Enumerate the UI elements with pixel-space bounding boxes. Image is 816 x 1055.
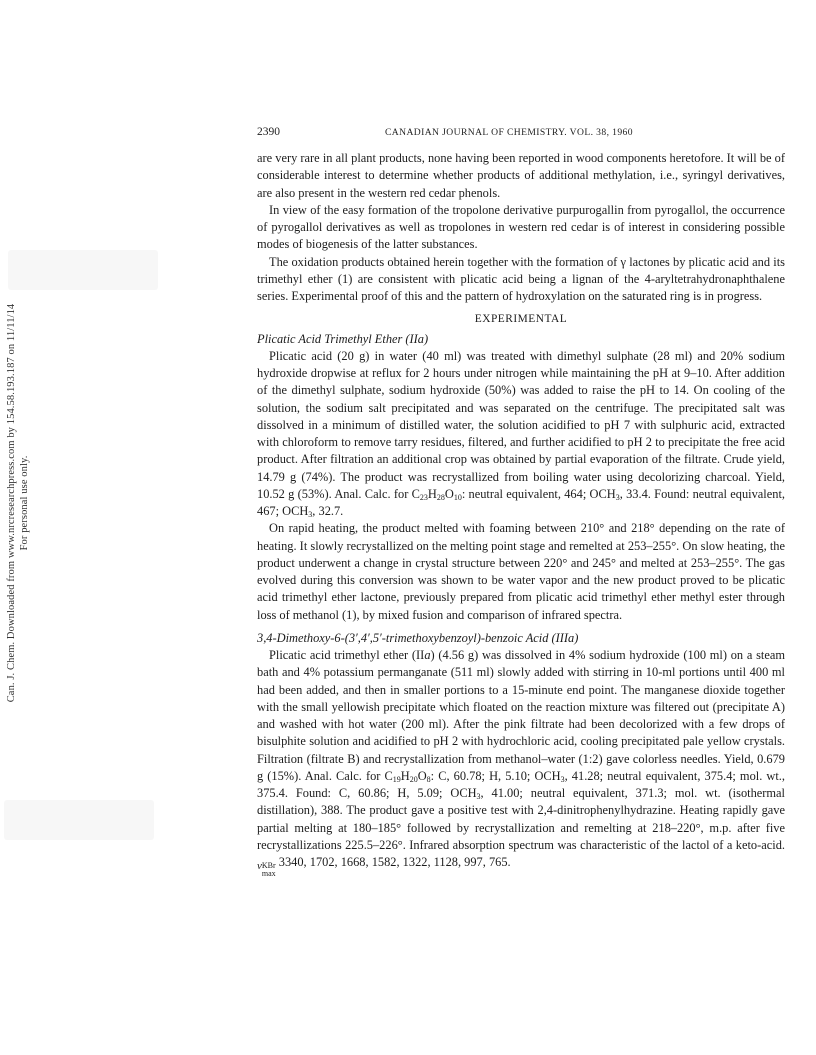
paragraph: Plicatic acid trimethyl ether (IIa) (4.56 g) was dissolved in 4% sodium hydroxide (100 ml) on a steam bath and 4% potassium permanganate (511 ml) slowly added with stirring in 10-ml portions until 400 ml had been added, and then in smaller portions to a 15-minute end point. The manganese dioxide together with the small yellowish precipitate which floated on the reaction mixture was filtered out (precipitate A) and washed with hot water (200 ml). After the pink filtrate had been decolorized with a few drops of bisulphite solution and acidified to pH 2 with hydrochloric acid, cooling precipitated pale yellow crystals. Filtration (filtrate B) and recrystallization from methanol–water (1:2) gave colorless needles. Yield, 0.679 g (15%). Anal. Calc. for $C_{19}H_{20}O_8$: C, 60.78; H, 5.10; $OCH_3$, 41.28; neutral equivalent, 375.4; mol. wt., 375.4. Found: C, 60.86; H, 5.09; $OCH_3$, 41.00; neutral equivalent, 371.3; mol. wt. (isothermal distillation), 388. The product gave a positive test with 2,4-dinitrophenylhydrazine. Heating rapidly gave partial melting at 180–185° followed by recrystallization and remelting at 218–220°, m.p. after five recrystallizations 225.5–226°. Infrared absorption spectrum was characteristic of the lactol of a keto-acid. ν KBr max 3340, 1702, 1668, 1582, 1322, 1128, 997, 765. xyxy=(257,648,785,878)
subsection-heading: 3,4-Dimethoxy-6-(3′,4′,5′-trimethoxybenzoyl)-benzoic Acid (IIIa) xyxy=(257,630,579,645)
personal-use-notice: For personal use only. xyxy=(19,455,30,551)
scan-smudge xyxy=(4,800,154,840)
download-watermark xyxy=(5,243,31,763)
paragraph: Plicatic acid (20 g) in water (40 ml) was treated with dimethyl sulphate (28 ml) and 20% sodium hydroxide dropwise at reflux for 2 hours under nitrogen while maintaining the pH at 9–10. After addition of the dimethyl sulphate, sodium hydroxide (50%) was added to raise the pH to 14. On cooling of the solution, the sodium salt precipitated and was separated on the centrifuge. The precipitated salt was dissolved in a minimum of distilled water, the solution acidified to pH 7 with sulphuric acid, extracted with chloroform to remove tarry residues, filtered, and further acidified to pH 2 to precipitate the free acid product. After filtration an additional crop was obtained by partial evaporation of the filtrate. Crude yield, 14.79 g (74%). The product was recrystallized from boiling water using decolorizing charcoal. Yield, 10.52 g (53%). Anal. Calc. for $C_{23}H_{28}O_{10}$: neutral equivalent, 464; $OCH_3$, 33.4. Found: neutral equivalent, 467; $OCH_3$, 32.7. xyxy=(257,348,785,519)
paragraph: In view of the easy formation of the tropolone derivative purpurogallin from pyrogallol, the occurrence of pyrogallol derivatives as well as tropolones in western red cedar is of interest in considering possible modes of biogenesis of the latter substances. xyxy=(257,202,785,252)
ir-notation: ν KBr max xyxy=(257,860,276,878)
paragraph: are very rare in all plant products, none having been reported in wood components heretofore. It will be of considerable interest to determine whether products of additional methylation, i.e., syringyl derivatives, are also present in the western red cedar phenols. xyxy=(257,151,785,200)
subsection-heading: Plicatic Acid Trimethyl Ether (IIa) xyxy=(257,331,429,346)
page-number: 2390 xyxy=(257,126,280,138)
section-title: EXPERIMENTAL xyxy=(474,313,568,326)
running-header xyxy=(257,126,785,142)
article-body xyxy=(257,150,785,878)
paragraph: On rapid heating, the product melted with foaming between 210° and 218° depending on the rate of heating. It slowly recrystallized on the melting point stage and remelted at 253–255°. On slow heating, the product underwent a change in crystal structure between 220° and 245° and melted at 253–255°. The gas evolved during this conversion was shown to be water vapor and the new product proved to be plicatic acid trimethyl ether lactone, previously prepared from plicatic acid trimethyl ether methyl ester through loss of methanol (1), by mixed fusion and comparison of infrared spectra. xyxy=(257,521,785,622)
journal-title: CANADIAN JOURNAL OF CHEMISTRY. VOL. 38, 1960 xyxy=(385,127,633,138)
download-notice: Can. J. Chem. Downloaded from www.nrcresearchpress.com by 154.58.193.187 on 11/11/14 xyxy=(6,303,17,703)
paragraph: The oxidation products obtained herein together with the formation of γ lactones by plicatic acid and its trimethyl ether (1) are consistent with plicatic acid being a lignan of the 4-aryltetrahydronaphthalene series. Experimental proof of this and the pattern of hydroxylation on the saturated ring is in progress. xyxy=(257,254,785,303)
